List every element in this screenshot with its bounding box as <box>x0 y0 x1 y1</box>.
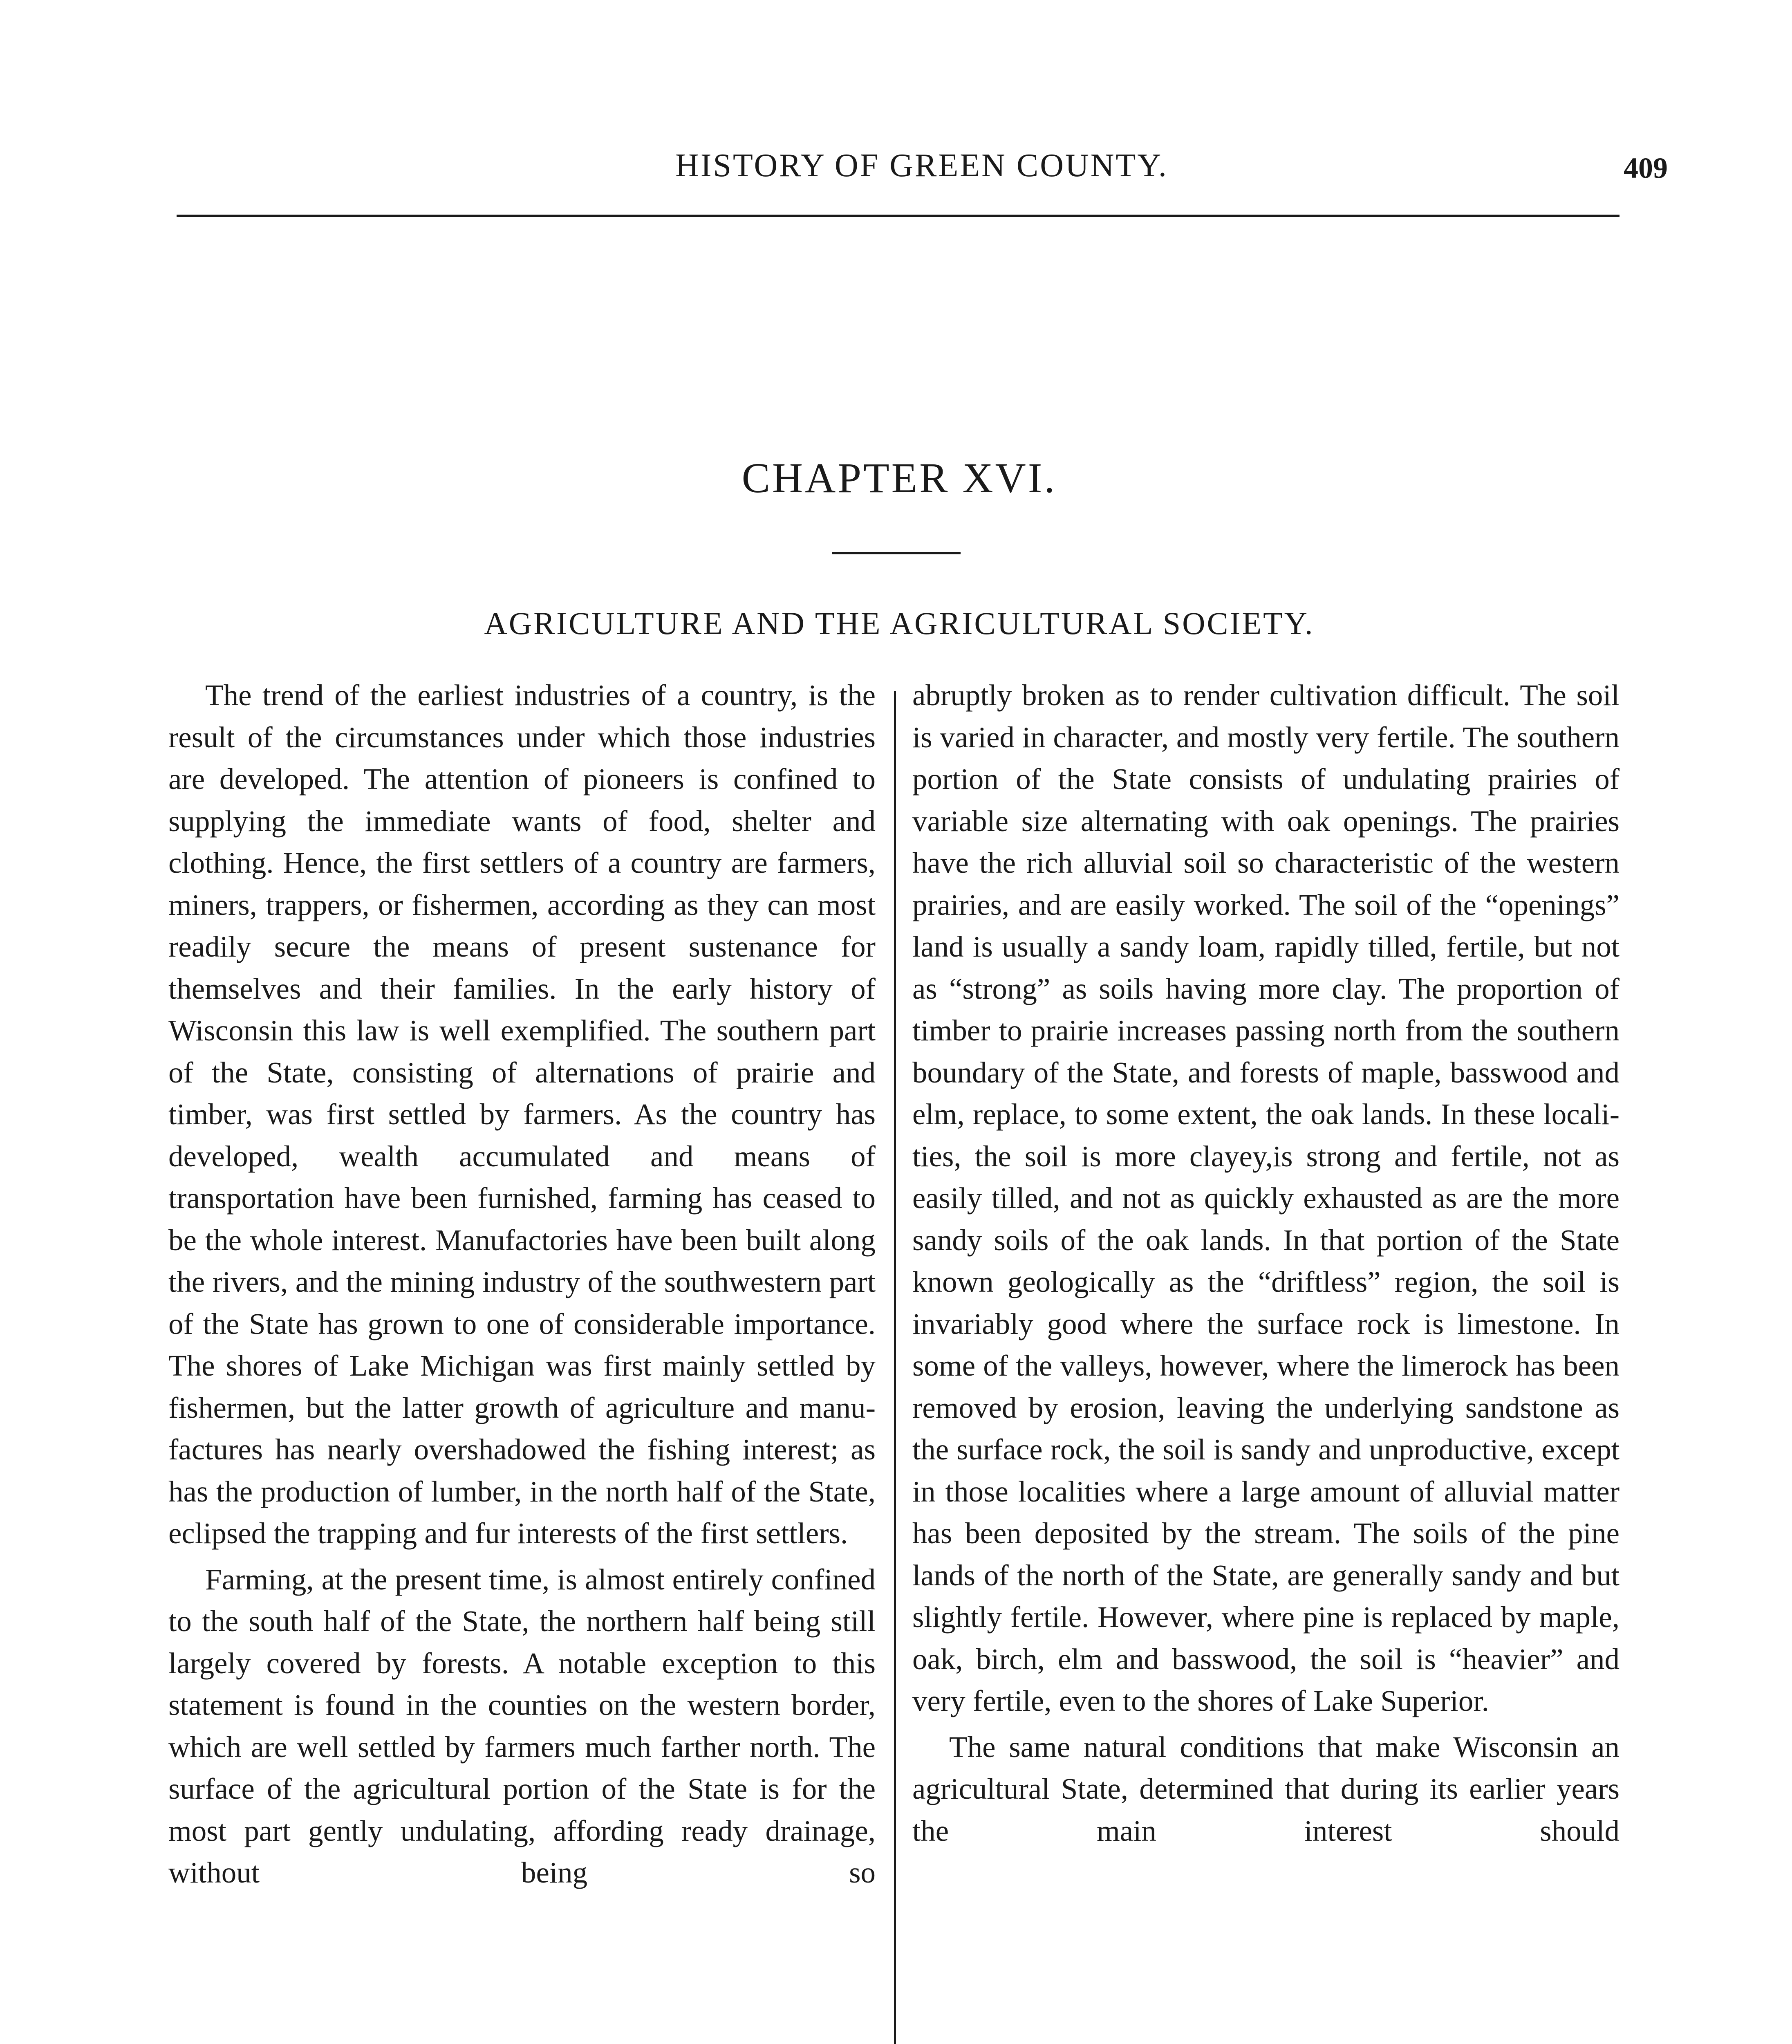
left-paragraph-1: The trend of the earliest industries of a country, is the result of the circumstances under which those industries are developed. The attention of pioneers is confined to supplying the immediate wants of food, shelter and clothing. Hence, the first settlers of a country are farmers, miners, trappers, or fishermen, according as they can most readily secure the means of present sustenance for themselves and their families. In the early history of Wisconsin this law is well exemplified. The southern part of the State, consisting of alternations of prairie and timber, was first settled by farmers. As the country has developed, wealth accumulated and means of transportation have been furnished, farming has ceased to be the whole interest. Manufactories have been built along the rivers, and the mining industry of the southwestern part of the State has grown to one of considerable importance. The shores of Lake Michigan was first mainly settled by fishermen, but the latter growth of agriculture and manufactures has nearly overshadowed the fishing interest; as has the production of lumber, in the north half of the State, eclipsed the trapping and fur interests of the first settlers. <box>168 679 876 1550</box>
header-rule <box>177 215 1620 217</box>
left-paragraph-2: Farming, at the present time, is almost entirely confined to the south half of the State, the northern half being still largely covered by forests. A notable exception to this statement is found in the counties on the western border, which are well settled by farmers much farther north. The surface of the agricultural portion of the State is for the most part gently undulating, affording ready drainage, without being so <box>168 1562 876 1889</box>
column-divider <box>894 691 896 2044</box>
running-title: HISTORY OF GREEN COUNTY. <box>675 148 1168 184</box>
section-title: AGRICULTURE AND THE AGRICULTURAL SOCIETY. <box>484 605 1315 641</box>
chapter-title: CHAPTER XVI. <box>741 455 1057 502</box>
right-column <box>912 675 1620 1852</box>
chapter-rule <box>832 552 961 554</box>
left-column <box>168 675 876 1894</box>
right-paragraph-2: The same natural conditions that make Wisconsin an agricultural State, determined that during its earlier years the main interest should <box>912 1730 1620 1847</box>
page-number: 409 <box>1624 152 1668 184</box>
right-paragraph-1: abruptly broken as to render cultivation difficult. The soil is varied in character, and mostly very fertile. The southern portion of the State consists of undulating prairies of variable size alternating with oak openings. The prairies have the rich alluvial soil so characteristic of the western prairies, and are easily worked. The soil of the “openings” land is usually a sandy loam, rapidly tilled, fertile, but not as “strong” as soils having more clay. The proportion of timber to prairie increases passing north from the southern boundary of the State, and forests of maple, basswood and elm, replace, to some extent, the oak lands. In these localities, the soil is more clayey,is strong and fertile, not as easily tilled, and not as quickly exhausted as are the more sandy soils of the oak lands. In that portion of the State known geologically as the “driftless” region, the soil is invariably good where the surface rock is limestone. In some of the valleys, however, where the limerock has been removed by erosion, leaving the underlying sandstone as the surface rock, the soil is sandy and unproductive, except in those localities where a large amount of alluvial matter has been deposited by the stream. The soils of the pine lands of the north of the State, are generally sandy and but slightly fertile. However, where pine is replaced by maple, oak, birch, elm and basswood, the soil is “heavier” and very fertile, even to the shores of Lake Superior. <box>912 679 1620 1717</box>
